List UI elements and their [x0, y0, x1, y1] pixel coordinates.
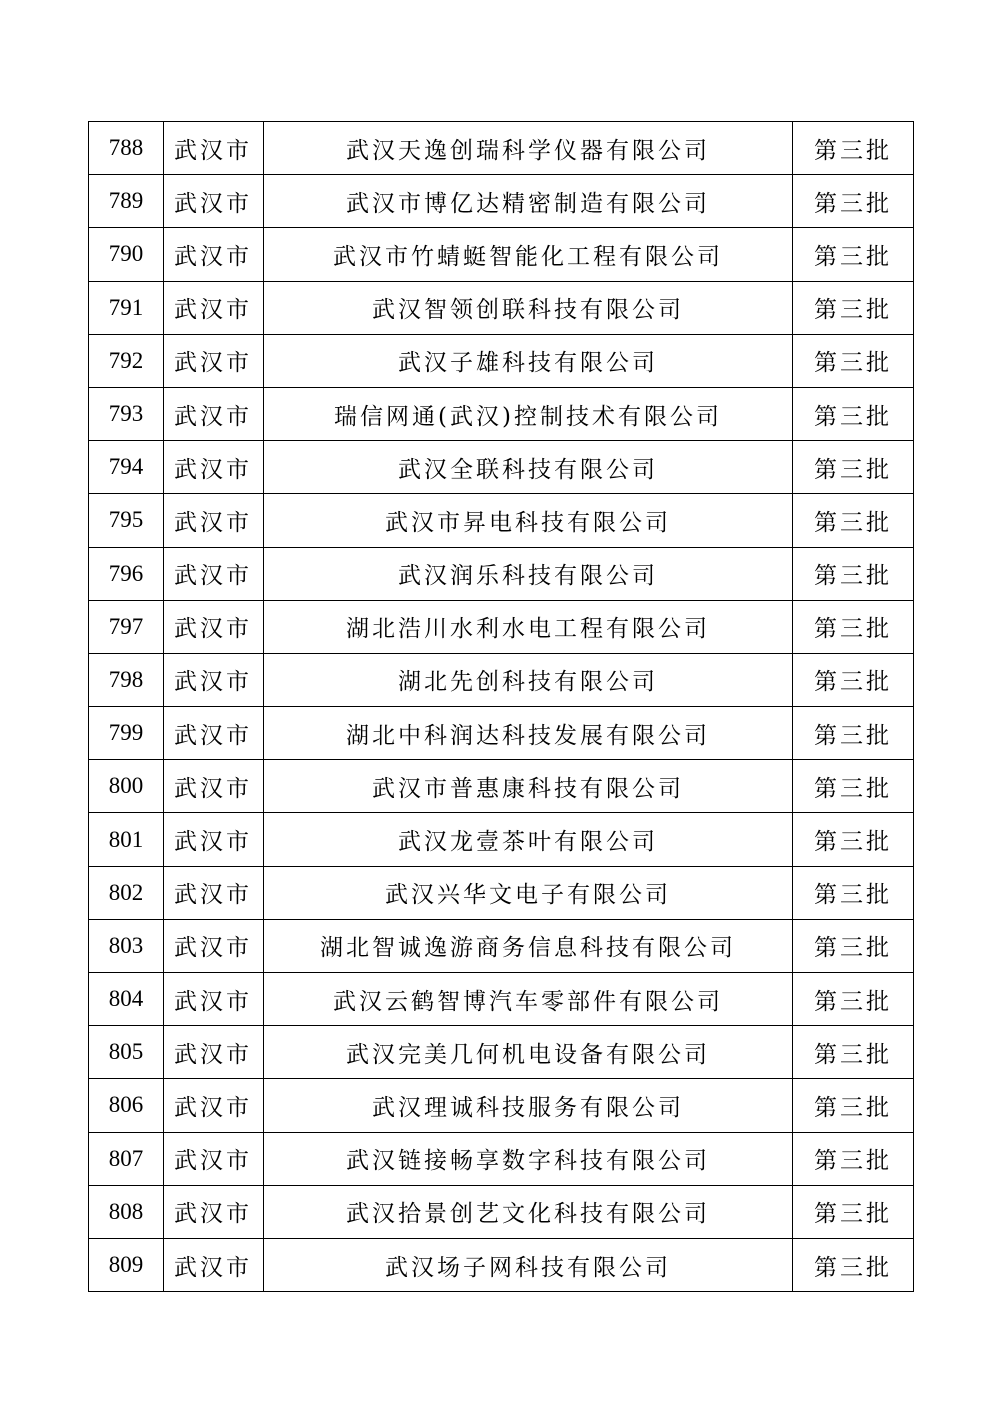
row-number-cell: 802 — [89, 866, 164, 919]
table-row — [89, 707, 914, 760]
company-name-cell: 武汉完美几何机电设备有限公司 — [264, 1026, 793, 1079]
table-row — [89, 228, 914, 281]
city-cell: 武汉市 — [164, 866, 264, 919]
city-cell: 武汉市 — [164, 228, 264, 281]
batch-cell: 第三批 — [793, 919, 914, 972]
city-cell: 武汉市 — [164, 281, 264, 334]
table-row — [89, 387, 914, 440]
batch-cell: 第三批 — [793, 228, 914, 281]
city-cell: 武汉市 — [164, 760, 264, 813]
city-cell: 武汉市 — [164, 1185, 264, 1238]
batch-cell: 第三批 — [793, 653, 914, 706]
batch-cell: 第三批 — [793, 1026, 914, 1079]
row-number-cell: 800 — [89, 760, 164, 813]
row-number-cell: 796 — [89, 547, 164, 600]
batch-cell: 第三批 — [793, 1238, 914, 1291]
table-row — [89, 919, 914, 972]
city-cell: 武汉市 — [164, 1132, 264, 1185]
city-cell: 武汉市 — [164, 494, 264, 547]
batch-cell: 第三批 — [793, 600, 914, 653]
company-name-cell: 武汉市博亿达精密制造有限公司 — [264, 175, 793, 228]
table-row — [89, 600, 914, 653]
row-number-cell: 809 — [89, 1238, 164, 1291]
company-name-cell: 湖北中科润达科技发展有限公司 — [264, 707, 793, 760]
city-cell: 武汉市 — [164, 653, 264, 706]
city-cell: 武汉市 — [164, 919, 264, 972]
company-name-cell: 武汉市昇电科技有限公司 — [264, 494, 793, 547]
company-name-cell: 武汉拾景创艺文化科技有限公司 — [264, 1185, 793, 1238]
row-number-cell: 791 — [89, 281, 164, 334]
company-name-cell: 武汉子雄科技有限公司 — [264, 334, 793, 387]
city-cell: 武汉市 — [164, 122, 264, 175]
city-cell: 武汉市 — [164, 973, 264, 1026]
row-number-cell: 794 — [89, 441, 164, 494]
row-number-cell: 795 — [89, 494, 164, 547]
company-name-cell: 武汉兴华文电子有限公司 — [264, 866, 793, 919]
batch-cell: 第三批 — [793, 281, 914, 334]
city-cell: 武汉市 — [164, 1026, 264, 1079]
city-cell: 武汉市 — [164, 600, 264, 653]
row-number-cell: 801 — [89, 813, 164, 866]
row-number-cell: 788 — [89, 122, 164, 175]
batch-cell: 第三批 — [793, 547, 914, 600]
city-cell: 武汉市 — [164, 707, 264, 760]
batch-cell: 第三批 — [793, 494, 914, 547]
batch-cell: 第三批 — [793, 1132, 914, 1185]
company-name-cell: 武汉天逸创瑞科学仪器有限公司 — [264, 122, 793, 175]
table-row — [89, 1079, 914, 1132]
row-number-cell: 798 — [89, 653, 164, 706]
city-cell: 武汉市 — [164, 334, 264, 387]
row-number-cell: 792 — [89, 334, 164, 387]
company-name-cell: 武汉链接畅享数字科技有限公司 — [264, 1132, 793, 1185]
city-cell: 武汉市 — [164, 1238, 264, 1291]
company-name-cell: 武汉市普惠康科技有限公司 — [264, 760, 793, 813]
batch-cell: 第三批 — [793, 707, 914, 760]
row-number-cell: 808 — [89, 1185, 164, 1238]
city-cell: 武汉市 — [164, 387, 264, 440]
row-number-cell: 799 — [89, 707, 164, 760]
table-row — [89, 175, 914, 228]
row-number-cell: 807 — [89, 1132, 164, 1185]
table-row — [89, 653, 914, 706]
table-row — [89, 1238, 914, 1291]
batch-cell: 第三批 — [793, 813, 914, 866]
company-name-cell: 武汉龙壹茶叶有限公司 — [264, 813, 793, 866]
table-row — [89, 281, 914, 334]
table-row — [89, 334, 914, 387]
row-number-cell: 804 — [89, 973, 164, 1026]
batch-cell: 第三批 — [793, 866, 914, 919]
row-number-cell: 805 — [89, 1026, 164, 1079]
batch-cell: 第三批 — [793, 441, 914, 494]
city-cell: 武汉市 — [164, 441, 264, 494]
batch-cell: 第三批 — [793, 175, 914, 228]
company-name-cell: 湖北浩川水利水电工程有限公司 — [264, 600, 793, 653]
company-name-cell: 武汉全联科技有限公司 — [264, 441, 793, 494]
table-row — [89, 122, 914, 175]
company-name-cell: 武汉场子网科技有限公司 — [264, 1238, 793, 1291]
batch-cell: 第三批 — [793, 760, 914, 813]
company-name-cell: 湖北先创科技有限公司 — [264, 653, 793, 706]
company-name-cell: 湖北智诚逸游商务信息科技有限公司 — [264, 919, 793, 972]
row-number-cell: 793 — [89, 387, 164, 440]
company-name-cell: 武汉润乐科技有限公司 — [264, 547, 793, 600]
batch-cell: 第三批 — [793, 122, 914, 175]
batch-cell: 第三批 — [793, 1079, 914, 1132]
table-row — [89, 494, 914, 547]
table-row — [89, 547, 914, 600]
city-cell: 武汉市 — [164, 813, 264, 866]
table-row — [89, 973, 914, 1026]
table-row — [89, 441, 914, 494]
table-body — [89, 122, 914, 1292]
row-number-cell: 806 — [89, 1079, 164, 1132]
company-name-cell: 武汉云鹤智博汽车零部件有限公司 — [264, 973, 793, 1026]
row-number-cell: 790 — [89, 228, 164, 281]
batch-cell: 第三批 — [793, 334, 914, 387]
city-cell: 武汉市 — [164, 175, 264, 228]
city-cell: 武汉市 — [164, 547, 264, 600]
table-row — [89, 813, 914, 866]
row-number-cell: 789 — [89, 175, 164, 228]
company-name-cell: 武汉市竹蜻蜓智能化工程有限公司 — [264, 228, 793, 281]
table-row — [89, 1026, 914, 1079]
company-list-table — [88, 121, 914, 1292]
company-name-cell: 武汉理诚科技服务有限公司 — [264, 1079, 793, 1132]
table-row — [89, 1185, 914, 1238]
row-number-cell: 803 — [89, 919, 164, 972]
batch-cell: 第三批 — [793, 973, 914, 1026]
table-row — [89, 866, 914, 919]
company-name-cell: 瑞信网通(武汉)控制技术有限公司 — [264, 387, 793, 440]
company-name-cell: 武汉智领创联科技有限公司 — [264, 281, 793, 334]
table-row — [89, 760, 914, 813]
city-cell: 武汉市 — [164, 1079, 264, 1132]
batch-cell: 第三批 — [793, 387, 914, 440]
row-number-cell: 797 — [89, 600, 164, 653]
table-row — [89, 1132, 914, 1185]
batch-cell: 第三批 — [793, 1185, 914, 1238]
